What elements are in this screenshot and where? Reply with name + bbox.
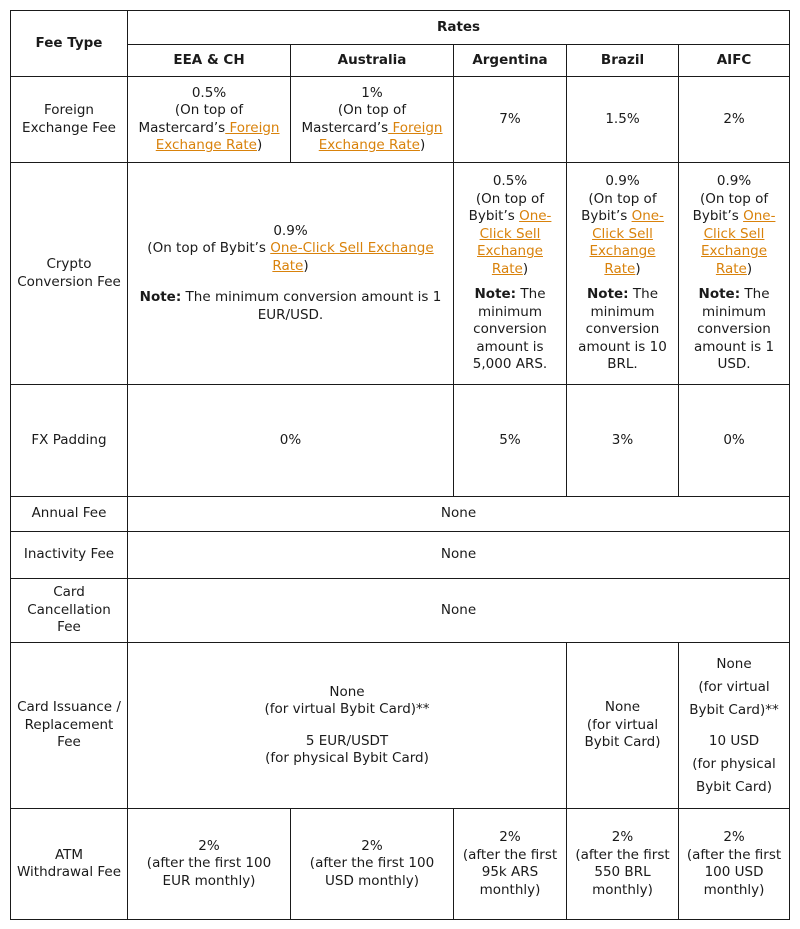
- atm-fee-aus-note: (after the first 100 USD monthly): [309, 855, 435, 889]
- rates-header: Rates: [128, 11, 790, 45]
- crypto-fee-aifc: [679, 163, 790, 385]
- fee-label-cancellation: Card Cancellation Fee: [11, 579, 128, 643]
- issuance-aifc-virtual-note: (for virtual Bybit Card)**: [689, 678, 779, 718]
- cancellation-fee-value: None: [128, 579, 790, 643]
- crypto-fee-arg-value: 0.5%: [492, 173, 528, 190]
- table-row: [11, 497, 790, 532]
- annual-fee-value: None: [128, 497, 790, 532]
- fx-padding-arg: 5%: [454, 385, 567, 497]
- region-header-argentina: Argentina: [454, 45, 567, 77]
- foreign-exchange-rate-link[interactable]: Foreign Exchange Rate: [155, 119, 280, 153]
- issuance-virtual-value: None: [329, 683, 365, 700]
- fee-table: [10, 10, 790, 920]
- issuance-fee-aifc: [679, 643, 790, 809]
- region-header-brazil: Brazil: [567, 45, 679, 77]
- atm-fee-bra-note: (after the first 550 BRL monthly): [575, 846, 670, 898]
- note-text: The minimum conversion amount is 1 USD.: [694, 286, 775, 373]
- table-row: [11, 77, 790, 163]
- note-label: Note:: [698, 286, 741, 303]
- atm-fee-aifc-note: (after the first 100 USD monthly): [686, 846, 782, 898]
- issuance-aifc-virtual-value: None: [716, 655, 752, 672]
- atm-fee-aus: [291, 809, 454, 920]
- inactivity-fee-value: None: [128, 532, 790, 579]
- note-text: The minimum conversion amount is 1 EUR/USD.: [181, 289, 442, 323]
- issuance-fee-bra: [567, 643, 679, 809]
- fx-fee-eea: [128, 77, 291, 163]
- one-click-sell-rate-link[interactable]: One-Click Sell Exchange Rate: [701, 208, 776, 277]
- fx-fee-bra: 1.5%: [567, 77, 679, 163]
- crypto-fee-bra-prefix: (On top of Bybit’s: [581, 190, 657, 225]
- foreign-exchange-rate-link[interactable]: Foreign Exchange Rate: [318, 119, 443, 153]
- crypto-fee-aifc-suffix: ): [746, 260, 753, 277]
- fx-fee-eea-suffix: ): [256, 137, 263, 153]
- issuance-fee-eea-aus-arg: [128, 643, 567, 809]
- fee-label-fx: Foreign Exchange Fee: [11, 77, 128, 163]
- atm-fee-aifc-value: 2%: [723, 829, 745, 845]
- crypto-fee-eea-aus-prefix: (On top of Bybit’s: [147, 240, 271, 257]
- note-text: The minimum conversion amount is 5,000 ARS.: [472, 286, 548, 373]
- fee-label-issuance: Card Issuance / Replacement Fee: [11, 643, 128, 809]
- one-click-sell-rate-link[interactable]: One-Click Sell Exchange Rate: [270, 240, 434, 274]
- issuance-aifc-physical-note: (for physical Bybit Card): [692, 755, 776, 795]
- crypto-fee-bra-value: 0.9%: [605, 173, 640, 190]
- crypto-fee-arg-suffix: ): [522, 260, 529, 277]
- note-text: The minimum conversion amount is 10 BRL.: [578, 286, 667, 373]
- issuance-bra-note: (for virtual Bybit Card): [584, 716, 661, 751]
- table-row: [11, 579, 790, 643]
- fx-fee-eea-value: 0.5%: [191, 84, 227, 101]
- crypto-fee-aifc-value: 0.9%: [716, 173, 752, 190]
- table-row: [11, 643, 790, 809]
- crypto-fee-eea-aus-suffix: ): [303, 257, 309, 274]
- atm-fee-aus-value: 2%: [361, 837, 383, 854]
- note-label: Note:: [139, 289, 182, 306]
- table-row: [11, 163, 790, 385]
- fx-fee-eea-prefix: (On top of Mastercard’s: [138, 102, 244, 136]
- fee-type-header: Fee Type: [11, 11, 128, 77]
- crypto-fee-arg: [454, 163, 567, 385]
- atm-fee-arg: [454, 809, 567, 920]
- fee-label-crypto: Crypto Conversion Fee: [11, 163, 128, 385]
- issuance-bra-value: None: [604, 699, 641, 716]
- crypto-fee-arg-prefix: (On top of Bybit’s: [468, 190, 545, 225]
- atm-fee-aifc: [679, 809, 790, 920]
- fx-padding-aifc: 0%: [679, 385, 790, 497]
- issuance-virtual-note: (for virtual Bybit Card)**: [264, 701, 430, 717]
- fx-padding-bra: 3%: [567, 385, 679, 497]
- crypto-fee-eea-aus-value: 0.9%: [273, 222, 308, 239]
- fx-fee-aus-prefix: (On top of Mastercard’s: [301, 102, 407, 136]
- issuance-physical-value: 5 EUR/USDT: [305, 732, 389, 749]
- fx-padding-eea-aus: 0%: [128, 385, 454, 497]
- table-row: [11, 809, 790, 920]
- atm-fee-arg-note: (after the first 95k ARS monthly): [462, 846, 558, 898]
- fx-fee-aus-suffix: ): [419, 137, 426, 153]
- crypto-fee-aifc-prefix: (On top of Bybit’s: [692, 190, 769, 225]
- region-header-australia: Australia: [291, 45, 454, 77]
- region-header-eea: EEA & CH: [128, 45, 291, 77]
- atm-fee-arg-value: 2%: [499, 829, 521, 845]
- fee-label-annual: Annual Fee: [11, 497, 128, 532]
- crypto-fee-bra-suffix: ): [635, 260, 641, 277]
- atm-fee-eea-value: 2%: [198, 837, 220, 854]
- table-row: [11, 532, 790, 579]
- atm-fee-eea-note: (after the first 100 EUR monthly): [146, 855, 272, 889]
- region-header-aifc: AIFC: [679, 45, 790, 77]
- table-row: [11, 385, 790, 497]
- note-label: Note:: [587, 286, 629, 303]
- atm-fee-eea: [128, 809, 291, 920]
- issuance-aifc-physical-value: 10 USD: [708, 732, 760, 749]
- note-label: Note:: [474, 286, 517, 303]
- fx-fee-arg: 7%: [454, 77, 567, 163]
- fx-fee-aus-value: 1%: [361, 84, 383, 101]
- fx-fee-aifc: 2%: [679, 77, 790, 163]
- atm-fee-bra-value: 2%: [611, 829, 634, 845]
- fx-fee-aus: [291, 77, 454, 163]
- crypto-fee-bra: [567, 163, 679, 385]
- fee-label-atm: ATM Withdrawal Fee: [11, 809, 128, 920]
- issuance-physical-note: (for physical Bybit Card): [265, 750, 429, 766]
- crypto-fee-eea-aus: [128, 163, 454, 385]
- one-click-sell-rate-link[interactable]: One-Click Sell Exchange Rate: [477, 208, 552, 277]
- fee-label-inactivity: Inactivity Fee: [11, 532, 128, 579]
- atm-fee-bra: [567, 809, 679, 920]
- fee-label-fx-padding: FX Padding: [11, 385, 128, 497]
- one-click-sell-rate-link[interactable]: One-Click Sell Exchange Rate: [589, 208, 664, 277]
